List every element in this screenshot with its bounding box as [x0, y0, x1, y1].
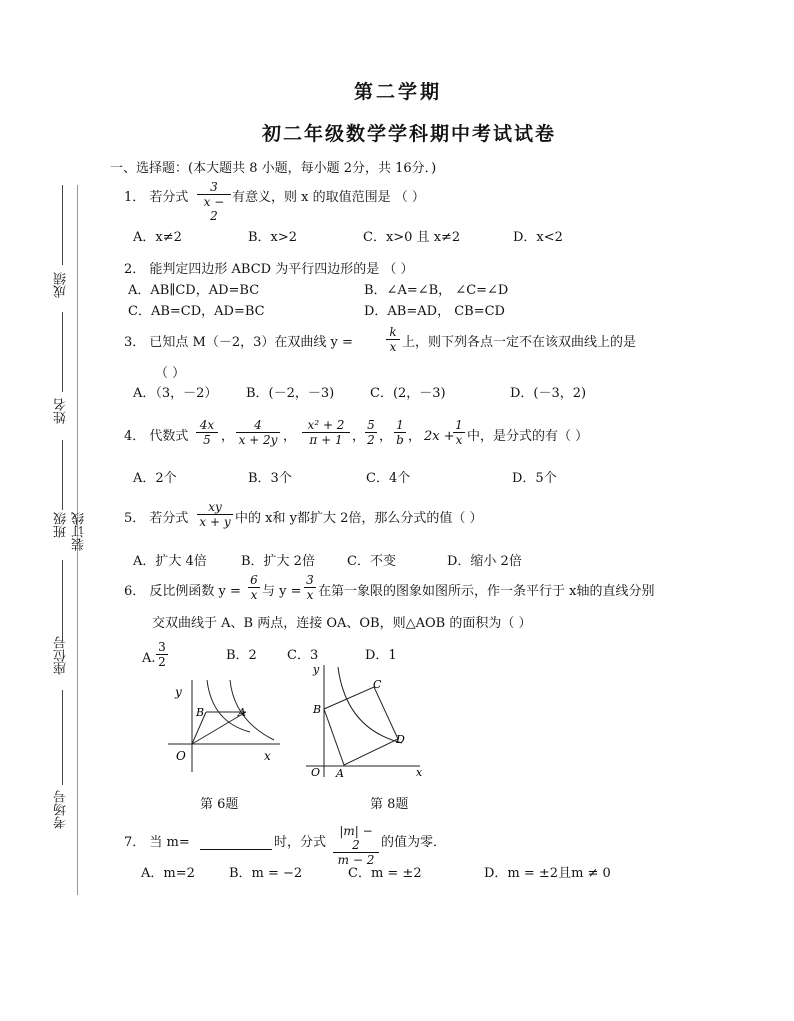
q2-option-b[interactable]: B．∠A=∠B， ∠C=∠D — [364, 283, 509, 298]
q6-post: 在第一象限的图象如图所示，作一条平行于 x轴的直线分别 — [318, 584, 655, 599]
figure-6 — [160, 672, 290, 782]
q4-option-c[interactable]: C．4个 — [366, 471, 411, 486]
q7-option-a[interactable]: A．m=2 — [141, 866, 195, 881]
seat-label: 座位号 — [54, 636, 69, 675]
q7-answer-blank[interactable] — [200, 835, 272, 850]
q3-option-d[interactable]: D．(－3，2) — [510, 386, 587, 401]
fig8-caption: 第 8题 — [370, 797, 409, 812]
q3-answer-paren: （ ） — [155, 366, 186, 381]
q4-fraction-4: $\frac{5}{2}$ — [365, 418, 377, 447]
fig8-label-a: A — [336, 767, 344, 780]
q7-option-c[interactable]: C．m = ±2 — [348, 866, 422, 881]
q7-mid: 时，分式 — [274, 835, 327, 850]
fig8-label-y: y — [313, 663, 320, 676]
q5-option-c[interactable]: C．不变 — [347, 554, 396, 569]
q5-pre: 5． 若分式 — [124, 511, 189, 526]
q5-fraction: $\frac{xy}{x + y}$ — [197, 500, 233, 529]
q4-option-b[interactable]: B．3个 — [248, 471, 292, 486]
q3-option-c[interactable]: C．(2，－3) — [370, 386, 446, 401]
q4-option-d[interactable]: D．5个 — [512, 471, 557, 486]
fig8-label-x: x — [416, 766, 423, 779]
q4-expr-6-prefix: 2x + — [424, 429, 455, 444]
q4-sep-4: ， — [379, 429, 393, 444]
q7-option-b[interactable]: B．m = −2 — [229, 866, 303, 881]
q2-stem: 2． 能判定四边形 ABCD 为平行四边形的是 （ ） — [124, 262, 414, 277]
fig8-label-d: D — [396, 733, 405, 746]
q2-option-d[interactable]: D．AB=AD， CB=CD — [364, 304, 505, 319]
q6-option-a-fraction[interactable]: $\frac{3}{2}$ — [156, 640, 168, 669]
q7-option-d[interactable]: D．m = ±2且m ≠ 0 — [484, 866, 611, 881]
q3-fraction: $\frac{k}{x}$ — [386, 325, 400, 354]
fig8-label-c: C — [373, 678, 382, 691]
q5-option-b[interactable]: B．扩大 2倍 — [241, 554, 315, 569]
q4-fraction-1: $\frac{4x}{5}$ — [196, 418, 218, 447]
name-line — [62, 312, 63, 392]
q4-fraction-3: $\frac{\text{x² + 2}}{\pi + 1}$ — [302, 418, 350, 447]
q1-fraction: $\frac{3}{x - 2}$ — [197, 180, 231, 223]
q4-fraction-2: $\frac{4}{x + 2y}$ — [236, 418, 280, 447]
q4-sep-2: ， — [283, 429, 297, 444]
q4-fraction-6: $\frac{1}{x}$ — [453, 418, 465, 447]
q7-pre: 7． 当 m= — [124, 835, 190, 850]
seat-line — [62, 560, 63, 640]
q3-post: 上，则下列各点一定不在该双曲线上的是 — [402, 335, 637, 350]
fig8-label-o: O — [311, 766, 321, 779]
q6-fraction-1: $\frac{6}{x}$ — [248, 573, 260, 602]
fig8-square — [324, 687, 398, 765]
fig6-label-b: B — [196, 706, 205, 719]
q5-option-a[interactable]: A．扩大 4倍 — [133, 554, 207, 569]
q6-option-c[interactable]: C．3 — [287, 648, 319, 663]
q6-line2: 交双曲线于 A、B 两点，连接 OA、OB，则△AOB 的面积为（ ） — [152, 616, 532, 631]
q2-option-a[interactable]: A．AB∥CD，AD=BC — [128, 283, 260, 298]
title-exam: 初二年级数学学科期中考试试卷 — [262, 123, 557, 145]
q5-post: 中的 x和 y都扩大 2倍，那么分式的值（ ） — [235, 511, 483, 526]
q4-sep-1: ， — [221, 429, 235, 444]
section-heading: 一、选择题：(本大题共 8 小题，每小题 2分，共 16分．) — [110, 161, 437, 176]
figure-8 — [300, 657, 435, 782]
q6-pre: 6． 反比例函数 y = — [124, 584, 241, 599]
q5-option-d[interactable]: D．缩小 2倍 — [447, 554, 522, 569]
q6-option-d[interactable]: D．1 — [365, 648, 397, 663]
q1-post: 有意义，则 x 的取值范围是 （ ） — [232, 190, 425, 205]
q7-fraction: $\frac{|m| - 2}{m - 2}$ — [333, 824, 379, 867]
q4-sep-3: ， — [352, 429, 366, 444]
q4-option-a[interactable]: A．2个 — [133, 471, 177, 486]
q3-option-b[interactable]: B．(－2，－3) — [246, 386, 335, 401]
q1-option-b[interactable]: B．x>2 — [248, 230, 298, 245]
score-label: 成绩 — [54, 272, 69, 298]
q6-option-a-label[interactable]: A. — [142, 651, 156, 666]
fig6-label-x: x — [264, 749, 271, 763]
fig6-label-a: A — [238, 706, 246, 719]
q6-option-b[interactable]: B．2 — [226, 648, 257, 663]
q6-mid: 与 y = — [262, 584, 302, 599]
q4-sep-5: ， — [408, 429, 422, 444]
q1-option-a[interactable]: A．x≠2 — [133, 230, 182, 245]
q2-option-c[interactable]: C．AB=CD，AD=BC — [128, 304, 265, 319]
room-line — [62, 690, 63, 785]
q4-pre: 4． 代数式 — [124, 429, 189, 444]
title-semester: 第二学期 — [354, 81, 443, 103]
fig6-label-o: O — [176, 749, 186, 763]
fig6-label-y: y — [175, 685, 182, 699]
q7-post: 的值为零． — [381, 835, 447, 850]
fig6-caption: 第 6题 — [200, 797, 239, 812]
q3-option-a[interactable]: A．（3，－2） — [133, 386, 218, 401]
binding-line-label: 装订线 — [72, 512, 87, 551]
q3-pre: 3． 已知点 M（－2，3）在双曲线 y = — [124, 335, 353, 350]
q4-fraction-5: $\frac{1}{b}$ — [394, 418, 406, 447]
fig8-curve — [338, 667, 402, 743]
fig8-label-b: B — [313, 703, 322, 716]
q4-post: 中，是分式的有（ ） — [467, 429, 589, 444]
name-label: 姓名 — [54, 398, 69, 424]
q1-pre: 1． 若分式 — [124, 190, 189, 205]
q1-option-c[interactable]: C．x>0 且 x≠2 — [363, 230, 461, 245]
q1-option-d[interactable]: D．x<2 — [513, 230, 563, 245]
score-line — [62, 185, 63, 265]
q6-fraction-2: $\frac{3}{x}$ — [304, 573, 316, 602]
class-label: 班级 — [54, 512, 69, 538]
room-label: 考场号 — [54, 790, 69, 829]
fig6-curve-outer — [230, 680, 274, 740]
class-line — [62, 440, 63, 510]
